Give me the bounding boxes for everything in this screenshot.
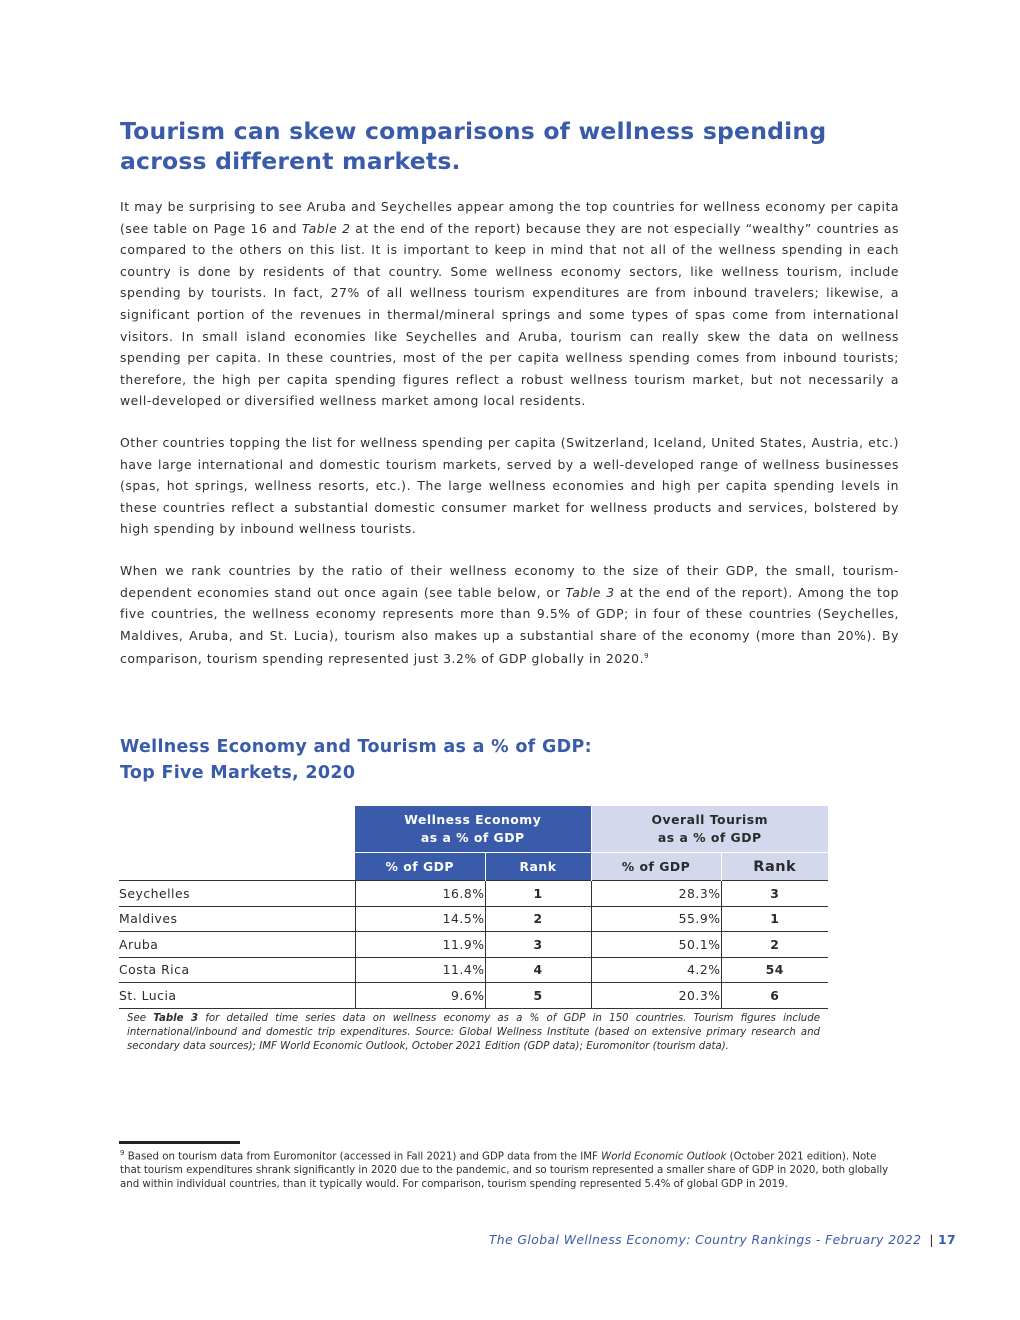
- paragraph-1-text-b: at the end of the report) because they are not especially “wealthy” countries as compared to the others on this list. It is important to keep in mind that not all of the wellness spending in each country is done by residents of that country. Some wellness economy sectors, like wellness tourism, include spending by tourists. In fact, 27% of all wellness tourism expenditures are from inbound travelers; likewise, a significant portion of the revenues in thermal/mineral springs and some types of spas come from international visitors. In small island economies like Seychelles and Aruba, tourism can really skew the data on wellness spending per capita. In these countries, most of the per capita wellness spending comes from inbound tourists; therefore, the high per capita spending figures reflect a robust wellness tourism market, but not necessarily a well-developed or diversified wellness market among local residents.: [120, 220, 899, 409]
- note-text: for detailed time series data on wellness economy as a % of GDP in 150 countries. Tourism figures include international/inbound and domestic trip expenditures. Source: Global Wellness Institute (based on extensive primary research and secondary data sources); IMF World Economic Outlook, October 2021 Edition (GDP data); Euromonitor (tourism data).: [127, 1013, 820, 1052]
- wellness-pct-cell: 9.6%: [355, 983, 485, 1009]
- table-2-reference: Table 2: [301, 220, 351, 236]
- table-row: [119, 932, 828, 958]
- tourism-pct-cell: 28.3%: [591, 881, 721, 907]
- wellness-pct-cell: 11.4%: [355, 957, 485, 983]
- country-cell: Seychelles: [119, 881, 355, 907]
- tourism-rank-cell: 2: [721, 932, 828, 958]
- tourism-rank-cell: 1: [721, 906, 828, 932]
- page-number: 17: [937, 1232, 956, 1247]
- table-3-reference: Table 3: [565, 584, 615, 600]
- header-tourism-line-1: Overall Tourism: [651, 812, 769, 827]
- subheader-blank: [119, 853, 355, 881]
- note-see: See: [127, 1013, 154, 1024]
- paragraph-1: [120, 196, 899, 412]
- table-row: [119, 957, 828, 983]
- tourism-pct-cell: 55.9%: [591, 906, 721, 932]
- tourism-pct-cell: 4.2%: [591, 957, 721, 983]
- note-table-reference: Table 3: [153, 1013, 199, 1024]
- wellness-rank-cell: 2: [485, 906, 591, 932]
- footer-separator: |: [929, 1232, 934, 1247]
- heading-line-2: across different markets.: [120, 147, 461, 175]
- header-overall-tourism: [591, 806, 828, 853]
- footnote-text-a: Based on tourism data from Euromonitor (accessed in Fall 2021) and GDP data from the IMF: [124, 1151, 602, 1163]
- wellness-rank-cell: 5: [485, 983, 591, 1009]
- tourism-rank-cell: 54: [721, 957, 828, 983]
- footnote-text-b: (October 2021 edition). Note that tourism expenditures shrank significantly in 2020 due to the pandemic, and so tourism represented a smaller share of GDP in 2020, both globally and within individual countries, than it typically would. For comparison, tourism spending represented 5.4% of global GDP in 2019.: [120, 1151, 889, 1191]
- subheader-tourism-pct: % of GDP: [591, 853, 721, 881]
- country-cell: St. Lucia: [119, 983, 355, 1009]
- table-title: [120, 734, 592, 786]
- tourism-rank-cell: 6: [721, 983, 828, 1009]
- wellness-pct-cell: 14.5%: [355, 906, 485, 932]
- table-title-line-1: Wellness Economy and Tourism as a % of GDP:: [120, 737, 592, 757]
- header-blank: [119, 806, 355, 853]
- footnote-divider: [119, 1141, 240, 1144]
- footnote-mark: 9: [120, 1149, 125, 1157]
- table-source-note: [127, 1012, 820, 1054]
- subheader-wellness-rank: Rank: [485, 853, 591, 881]
- header-wellness-line-2: as a % of GDP: [420, 830, 525, 845]
- wellness-pct-cell: 16.8%: [355, 881, 485, 907]
- wellness-rank-cell: 1: [485, 881, 591, 907]
- gdp-table: [119, 806, 828, 1009]
- paragraph-3-text-b: at the end of the report). Among the top five countries, the wellness economy represents more than 9.5% of GDP; in four of these countries (Seychelles, Maldives, Aruba, and St. Lucia), tourism also makes up a substantial share of the economy (more than 20%). By comparison, tourism spending represented just 3.2% of GDP globally in 2020.: [120, 584, 899, 667]
- subheader-wellness-pct: % of GDP: [355, 853, 485, 881]
- wellness-rank-cell: 4: [485, 957, 591, 983]
- country-cell: Aruba: [119, 932, 355, 958]
- footnote-publication: World Economic Outlook: [601, 1151, 727, 1163]
- country-cell: Maldives: [119, 906, 355, 932]
- heading-line-1: Tourism can skew comparisons of wellness spending: [120, 117, 827, 145]
- page-footer: [489, 1232, 956, 1247]
- footnote-9: [120, 1146, 900, 1192]
- table-row: [119, 906, 828, 932]
- page-heading: [120, 116, 899, 176]
- footnote-marker[interactable]: 9: [644, 652, 650, 661]
- paragraph-1-text-a: It may be surprising to see Aruba and Seychelles appear among the top countries for wellness economy per capita (see table on Page 16 and: [120, 199, 899, 236]
- header-wellness-economy: [355, 806, 591, 853]
- paragraph-3: [120, 560, 899, 670]
- tourism-rank-cell: 3: [721, 881, 828, 907]
- paragraph-2: Other countries topping the list for wellness spending per capita (Switzerland, Iceland, United States, Austria, etc.) have large international and domestic tourism markets, served by a well-developed range of wellness businesses (spas, hot springs, wellness resorts, etc.). The large wellness economies and high per capita spending levels in these countries reflect a substantial domestic consumer market for wellness products and services, bolstered by high spending by inbound wellness tourists.: [120, 434, 899, 537]
- header-tourism-line-2: as a % of GDP: [657, 830, 762, 845]
- footer-title: The Global Wellness Economy: Country Rankings - February 2022: [488, 1232, 922, 1247]
- table-row: [119, 983, 828, 1009]
- table-row: [119, 881, 828, 907]
- wellness-rank-cell: 3: [485, 932, 591, 958]
- paragraph-3-text-a: When we rank countries by the ratio of their wellness economy to the size of their GDP, the small, tourism-dependent economies stand out once again (see table below, or: [120, 562, 899, 600]
- main-content: [120, 116, 899, 670]
- tourism-pct-cell: 50.1%: [591, 932, 721, 958]
- subheader-tourism-rank: Rank: [721, 853, 828, 881]
- wellness-pct-cell: 11.9%: [355, 932, 485, 958]
- header-wellness-line-1: Wellness Economy: [404, 812, 542, 827]
- country-cell: Costa Rica: [119, 957, 355, 983]
- tourism-pct-cell: 20.3%: [591, 983, 721, 1009]
- table-title-line-2: Top Five Markets, 2020: [120, 763, 356, 783]
